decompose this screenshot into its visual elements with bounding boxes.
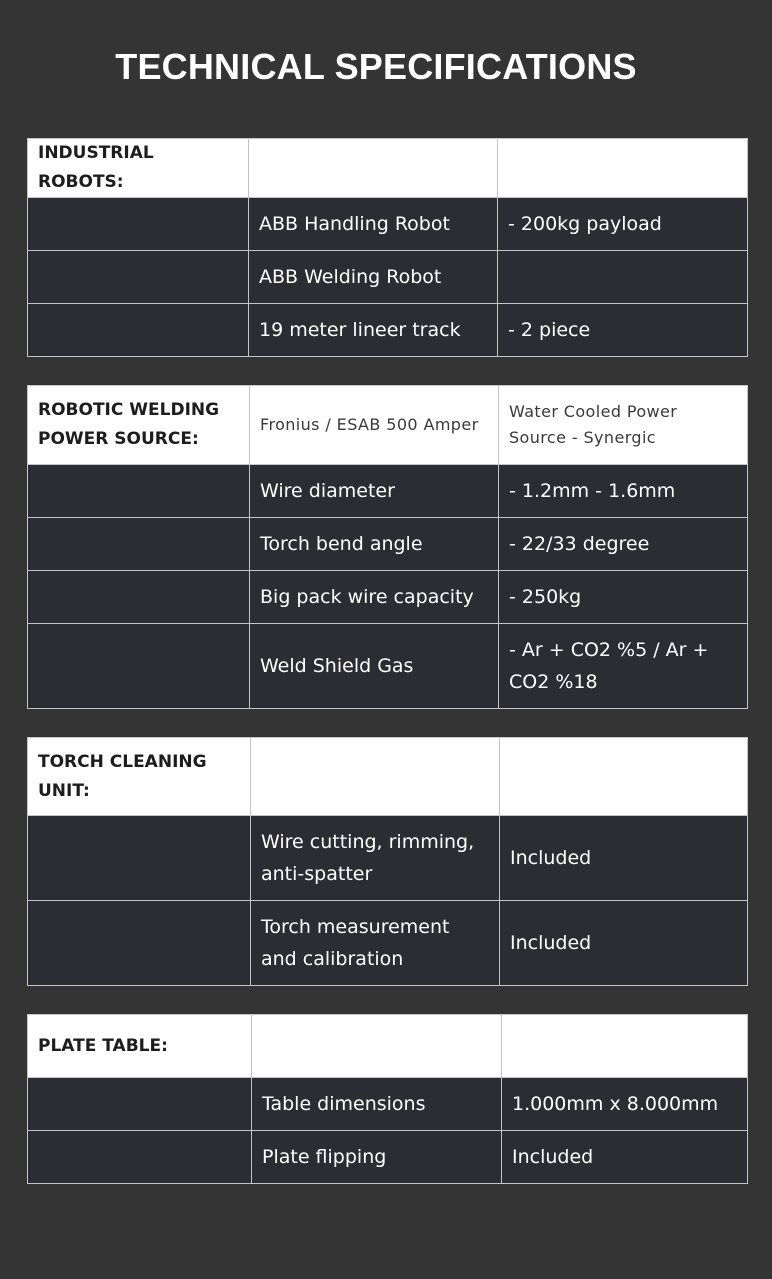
spec-item: Wire cutting, rimming, anti-spatter — [251, 816, 500, 901]
table-row — [28, 304, 748, 357]
header-value: Water Cooled Power Source - Synergic — [509, 402, 678, 447]
spec-value: - 22/33 degree — [499, 518, 748, 571]
spec-value: - Ar + CO2 %5 / Ar + CO2 %18 — [499, 624, 748, 709]
section-header-row — [28, 1015, 748, 1078]
category-label: INDUSTRIAL ROBOTS: — [38, 143, 154, 192]
category-cell — [28, 139, 249, 198]
header-value-cell — [498, 139, 748, 198]
empty-cell — [28, 251, 249, 304]
spec-item: Big pack wire capacity — [250, 571, 499, 624]
section-header-row — [28, 139, 748, 198]
empty-cell — [28, 465, 250, 518]
empty-cell — [28, 816, 251, 901]
spec-table-torch-cleaning-unit — [27, 737, 748, 986]
spec-item: ABB Welding Robot — [249, 251, 498, 304]
empty-cell — [28, 901, 251, 986]
empty-cell — [28, 1078, 252, 1131]
spec-item: ABB Handling Robot — [249, 198, 498, 251]
spec-value: - 200kg payload — [498, 198, 748, 251]
empty-cell — [28, 198, 249, 251]
spec-item: Table dimensions — [252, 1078, 502, 1131]
table-row — [28, 1078, 748, 1131]
table-row — [28, 624, 748, 709]
section-header-row — [28, 386, 748, 465]
table-row — [28, 251, 748, 304]
table-row — [28, 518, 748, 571]
header-item-cell — [249, 139, 498, 198]
empty-cell — [28, 518, 250, 571]
spec-value: Included — [502, 1131, 748, 1184]
header-item: Fronius / ESAB 500 Amper — [260, 415, 479, 434]
header-item-cell — [251, 738, 500, 816]
table-row — [28, 465, 748, 518]
header-value-cell — [499, 386, 748, 465]
empty-cell — [28, 571, 250, 624]
spec-item: Wire diameter — [250, 465, 499, 518]
spec-value: Included — [500, 816, 748, 901]
spec-value: - 2 piece — [498, 304, 748, 357]
table-row — [28, 571, 748, 624]
spec-table-welding-power-source — [27, 385, 748, 709]
table-row — [28, 901, 748, 986]
header-value-cell — [500, 738, 748, 816]
spec-item: Plate flipping — [252, 1131, 502, 1184]
spec-value — [498, 251, 748, 304]
spec-value: - 250kg — [499, 571, 748, 624]
category-label: TORCH CLEANING UNIT: — [38, 751, 207, 801]
table-row — [28, 1131, 748, 1184]
spec-item: Torch measurement and calibration — [251, 901, 500, 986]
header-value-cell — [502, 1015, 748, 1078]
category-label: PLATE TABLE: — [38, 1035, 168, 1056]
empty-cell — [28, 304, 249, 357]
category-cell — [28, 1015, 252, 1078]
table-row — [28, 198, 748, 251]
category-cell — [28, 386, 250, 465]
spec-table-plate-table — [27, 1014, 748, 1184]
page-title: TECHNICAL SPECIFICATIONS — [115, 46, 637, 87]
header-item-cell — [250, 386, 499, 465]
spec-item: Weld Shield Gas — [250, 624, 499, 709]
category-label: ROBOTIC WELDING POWER SOURCE: — [38, 400, 220, 449]
category-cell — [28, 738, 251, 816]
spec-item: Torch bend angle — [250, 518, 499, 571]
spec-value: Included — [500, 901, 748, 986]
table-row — [28, 816, 748, 901]
spec-item: 19 meter lineer track — [249, 304, 498, 357]
empty-cell — [28, 624, 250, 709]
header-item-cell — [252, 1015, 502, 1078]
spec-table-industrial-robots — [27, 138, 748, 357]
spec-value: 1.000mm x 8.000mm — [502, 1078, 748, 1131]
empty-cell — [28, 1131, 252, 1184]
section-header-row — [28, 738, 748, 816]
spec-value: - 1.2mm - 1.6mm — [499, 465, 748, 518]
